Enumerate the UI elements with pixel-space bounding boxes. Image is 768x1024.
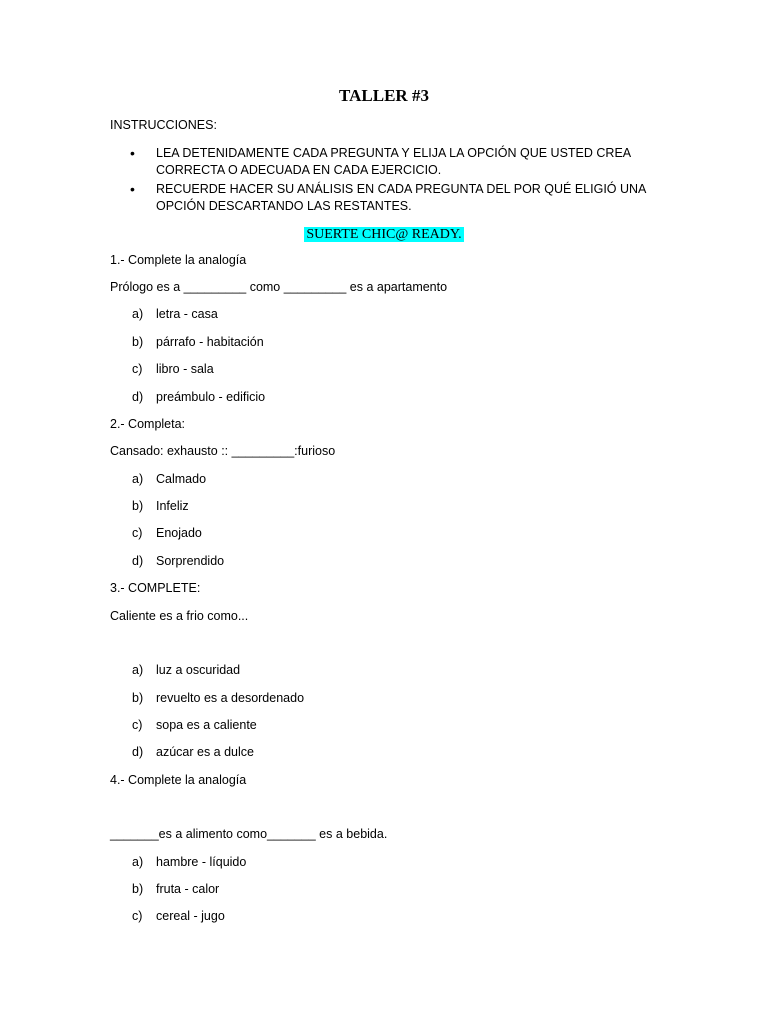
- question-2-option-c: c) Enojado: [132, 526, 202, 540]
- good-luck-text: SUERTE CHIC@ READY.: [306, 227, 462, 242]
- instruction-text: RECUERDE HACER SU ANÁLISIS EN CADA PREGUNTA DEL POR QUÉ ELIGIÓ UNA OPCIÓN DESCARTANDO LAS RESTANTES.: [156, 182, 646, 213]
- question-2-option-b: b) Infeliz: [132, 499, 189, 513]
- question-1-option-d: d) preámbulo - edificio: [132, 390, 266, 404]
- page-title: TALLER #3: [339, 86, 429, 105]
- instruction-item: [130, 145, 650, 179]
- question-1-option-c: c) libro - sala: [132, 362, 214, 376]
- question-1-heading: 1.- Complete la analogía: [110, 253, 247, 267]
- instruction-item: [130, 181, 650, 215]
- question-4-option-a: a) hambre - líquido: [132, 855, 247, 869]
- question-3-option-d: d) azúcar es a dulce: [132, 745, 254, 759]
- question-2-heading: 2.- Completa:: [110, 417, 186, 431]
- question-1-option-a: a) letra - casa: [132, 307, 218, 321]
- question-2-option-d: d) Sorprendido: [132, 554, 225, 568]
- bullet-icon: •: [130, 181, 135, 197]
- question-4-prompt: _______es a alimento como_______ es a bebida.: [110, 827, 388, 841]
- question-3-prompt: Caliente es a frio como...: [110, 609, 249, 623]
- question-1-option-b: b) párrafo - habitación: [132, 335, 264, 349]
- instruction-text: LEA DETENIDAMENTE CADA PREGUNTA Y ELIJA LA OPCIÓN QUE USTED CREA CORRECTA O ADECUADA EN CADA EJERCICIO.: [156, 146, 631, 177]
- question-1-prompt: Prólogo es a _________ como _________ es a apartamento: [110, 280, 448, 294]
- question-4-option-b: b) fruta - calor: [132, 882, 220, 896]
- question-4-option-c: c) cereal - jugo: [132, 909, 225, 923]
- question-4-heading: 4.- Complete la analogía: [110, 773, 247, 787]
- bullet-icon: •: [130, 145, 135, 161]
- question-3-option-b: b) revuelto es a desordenado: [132, 691, 305, 705]
- question-3-option-c: c) sopa es a caliente: [132, 718, 257, 732]
- instructions-list: [130, 145, 650, 217]
- instructions-heading: INSTRUCCIONES:: [110, 118, 217, 132]
- question-2-prompt: Cansado: exhausto :: _________:furioso: [110, 444, 336, 458]
- question-3-heading: 3.- COMPLETE:: [110, 581, 201, 595]
- good-luck-banner: [0, 225, 768, 243]
- question-3-option-a: a) luz a oscuridad: [132, 663, 241, 677]
- question-2-option-a: a) Calmado: [132, 472, 207, 486]
